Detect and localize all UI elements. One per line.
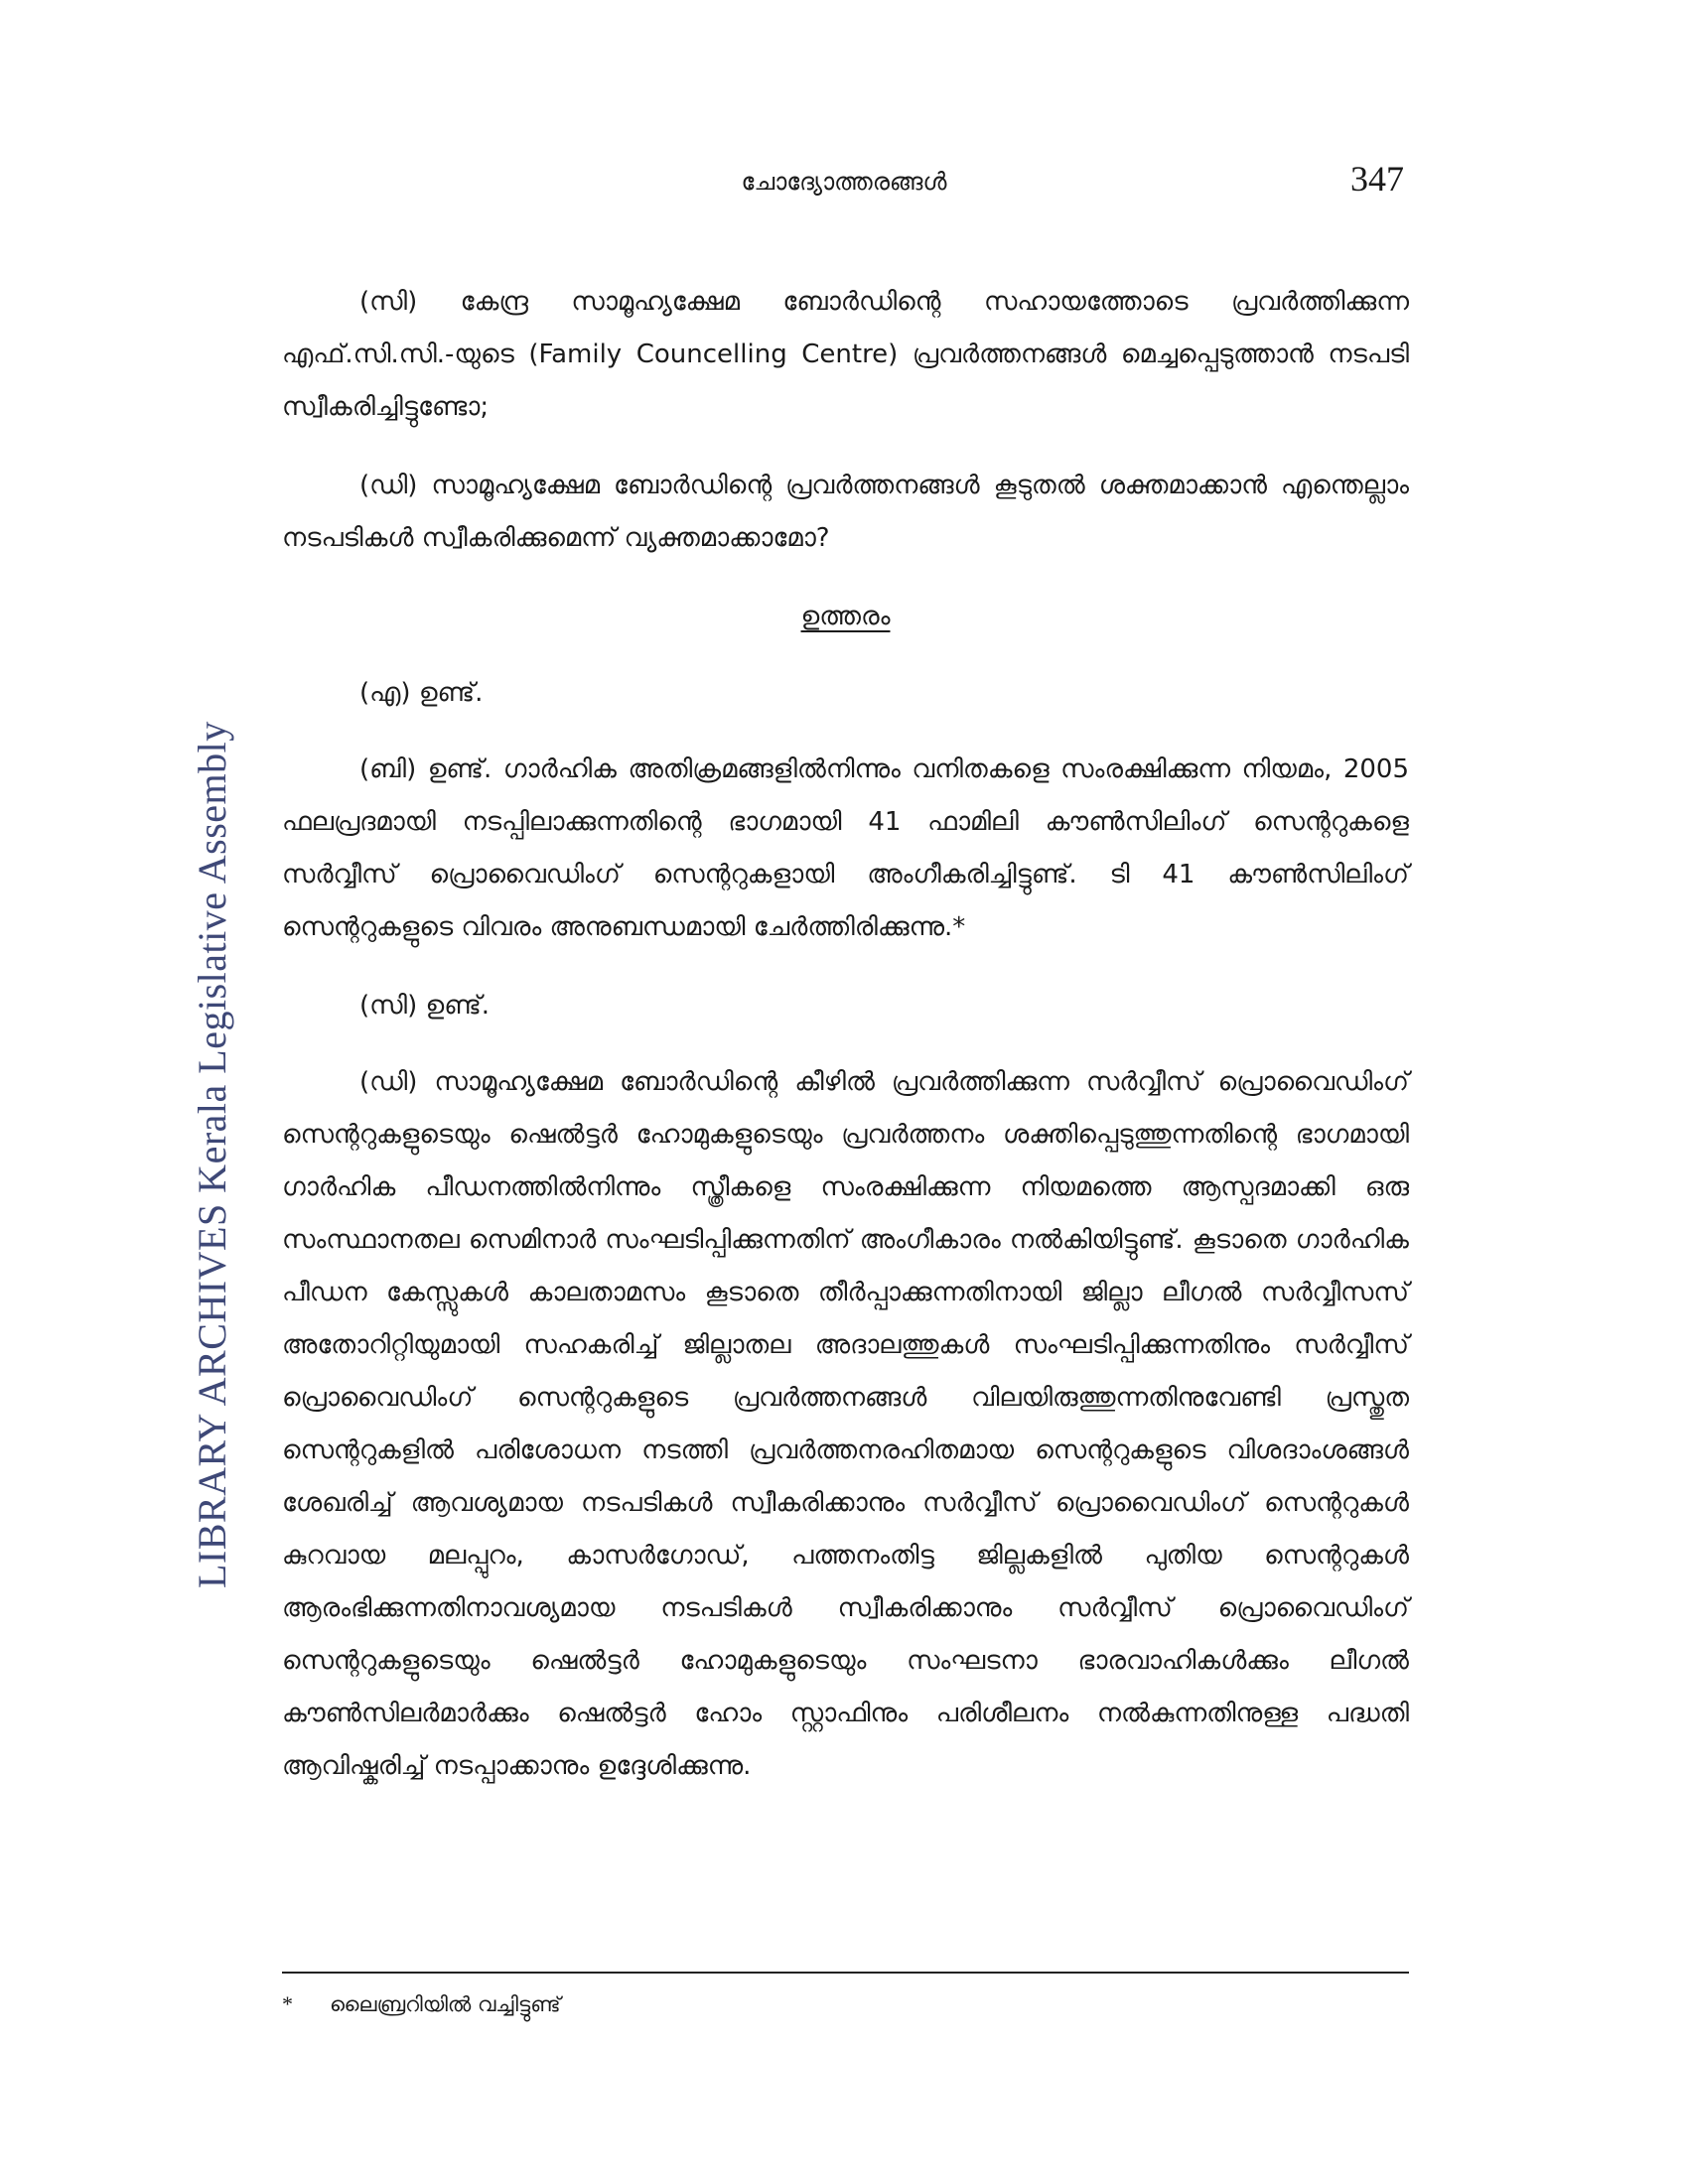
footnote-text: ലൈബ്രറിയിൽ വച്ചിട്ടുണ്ട്: [330, 1992, 561, 2016]
library-archives-watermark: LIBRARY ARCHIVES Kerala Legislative Assembly: [190, 721, 234, 1588]
footnote: [282, 1989, 1409, 2019]
page-number: 347: [1350, 159, 1404, 199]
document-body: [282, 276, 1409, 1819]
answer-part-b: (ബി) ഉണ്ട്. ഗാർഹിക അതിക്രമങ്ങളിൽനിന്നും വനിതകളെ സംരക്ഷിക്കുന്ന നിയമം, 2005 ഫലപ്രദമായി നടപ്പിലാക്കുന്നതിന്റെ ഭാഗമായി 41 ഫാമിലി കൗൺസിലിംഗ് സെന്ററുകളെ സർവ്വീസ് പ്രൊവൈഡിംഗ് സെന്ററുകളായി അംഗീകരിച്ചിട്ടുണ്ട്. ടി 41 കൗൺസിലിംഗ് സെന്ററുകളുടെ വിവരം അനുബന്ധമായി ചേർത്തിരിക്കുന്നു.*: [282, 754, 1409, 942]
answer-part-c: (സി) ഉണ്ട്.: [359, 991, 491, 1021]
question-part-c: (സി) കേന്ദ്ര സാമൂഹ്യക്ഷേമ ബോർഡിന്റെ സഹായത്തോടെ പ്രവർത്തിക്കുന്ന എഫ്.സി.സി.-യുടെ (Family Councelling Centre) പ്രവർത്തനങ്ങൾ മെച്ചപ്പെടുത്താൻ നടപടി സ്വീകരിച്ചിട്ടുണ്ടോ;: [282, 287, 1409, 422]
answer-part-a: (എ) ഉണ്ട്.: [359, 678, 484, 708]
page-header-title: ചോദ്യോത്തരങ്ങൾ: [741, 168, 947, 196]
answer-part-d: (ഡി) സാമൂഹ്യക്ഷേമ ബോർഡിന്റെ കീഴിൽ പ്രവർത്തിക്കുന്ന സർവ്വീസ് പ്രൊവൈഡിംഗ് സെന്ററുകളുടെയും ഷെൽട്ടർ ഹോമുകളുടെയും പ്രവർത്തനം ശക്തിപ്പെടുത്തുന്നതിന്റെ ഭാഗമായി ഗാർഹിക പീഡനത്തിൽനിന്നും സ്ത്രീകളെ സംരക്ഷിക്കുന്ന നിയമത്തെ ആസ്പദമാക്കി ഒരു സംസ്ഥാനതല സെമിനാർ സംഘടിപ്പിക്കുന്നതിന് അംഗീകാരം നൽകിയിട്ടുണ്ട്. കൂടാതെ ഗാർഹിക പീഡന കേസ്സുകൾ കാലതാമസം കൂടാതെ തീർപ്പാക്കുന്നതിനായി ജില്ലാ ലീഗൽ സർവ്വീസസ് അതോറിറ്റിയുമായി സഹകരിച്ച് ജില്ലാതല അദാലത്തുകൾ സംഘടിപ്പിക്കുന്നതിനും സർവ്വീസ് പ്രൊവൈഡിംഗ് സെന്ററുകളുടെ പ്രവർത്തനങ്ങൾ വിലയിരുത്തുന്നതിനുവേണ്ടി പ്രസ്തുത സെന്ററുകളിൽ പരിശോധന നടത്തി പ്രവർത്തനരഹിതമായ സെന്ററുകളുടെ വിശദാംശങ്ങൾ ശേഖരിച്ച് ആവശ്യമായ നടപടികൾ സ്വീകരിക്കാനും സർവ്വീസ് പ്രൊവൈഡിംഗ് സെന്ററുകൾ കുറവായ മലപ്പുറം, കാസർഗോഡ്, പത്തനംതിട്ട ജില്ലകളിൽ പുതിയ സെന്ററുകൾ ആരംഭിക്കുന്നതിനാവശ്യമായ നടപടികൾ സ്വീകരിക്കാനും സർവ്വീസ് പ്രൊവൈഡിംഗ് സെന്ററുകളുടെയും ഷെൽട്ടർ ഹോമുകളുടെയും സംഘടനാ ഭാരവാഹികൾക്കും ലീഗൽ കൗൺസിലർമാർക്കും ഷെൽട്ടർ ഹോം സ്റ്റാഫിനും പരിശീലനം നൽകുന്നതിനുള്ള പദ്ധതി ആവിഷ്കരിച്ച് നടപ്പാക്കാനും ഉദ്ദേശിക്കുന്നു.: [282, 1067, 1409, 1781]
answer-heading: ഉത്തരം: [800, 602, 891, 631]
question-part-d: (ഡി) സാമൂഹ്യക്ഷേമ ബോർഡിന്റെ പ്രവർത്തനങ്ങൾ കൂടുതൽ ശക്തമാക്കാൻ എന്തെല്ലാം നടപടികൾ സ്വീകരിക്കുമെന്ന് വ്യക്തമാക്കാമോ?: [282, 471, 1409, 553]
footnote-mark: *: [282, 1991, 293, 2016]
footnote-divider: [282, 1972, 1409, 1974]
